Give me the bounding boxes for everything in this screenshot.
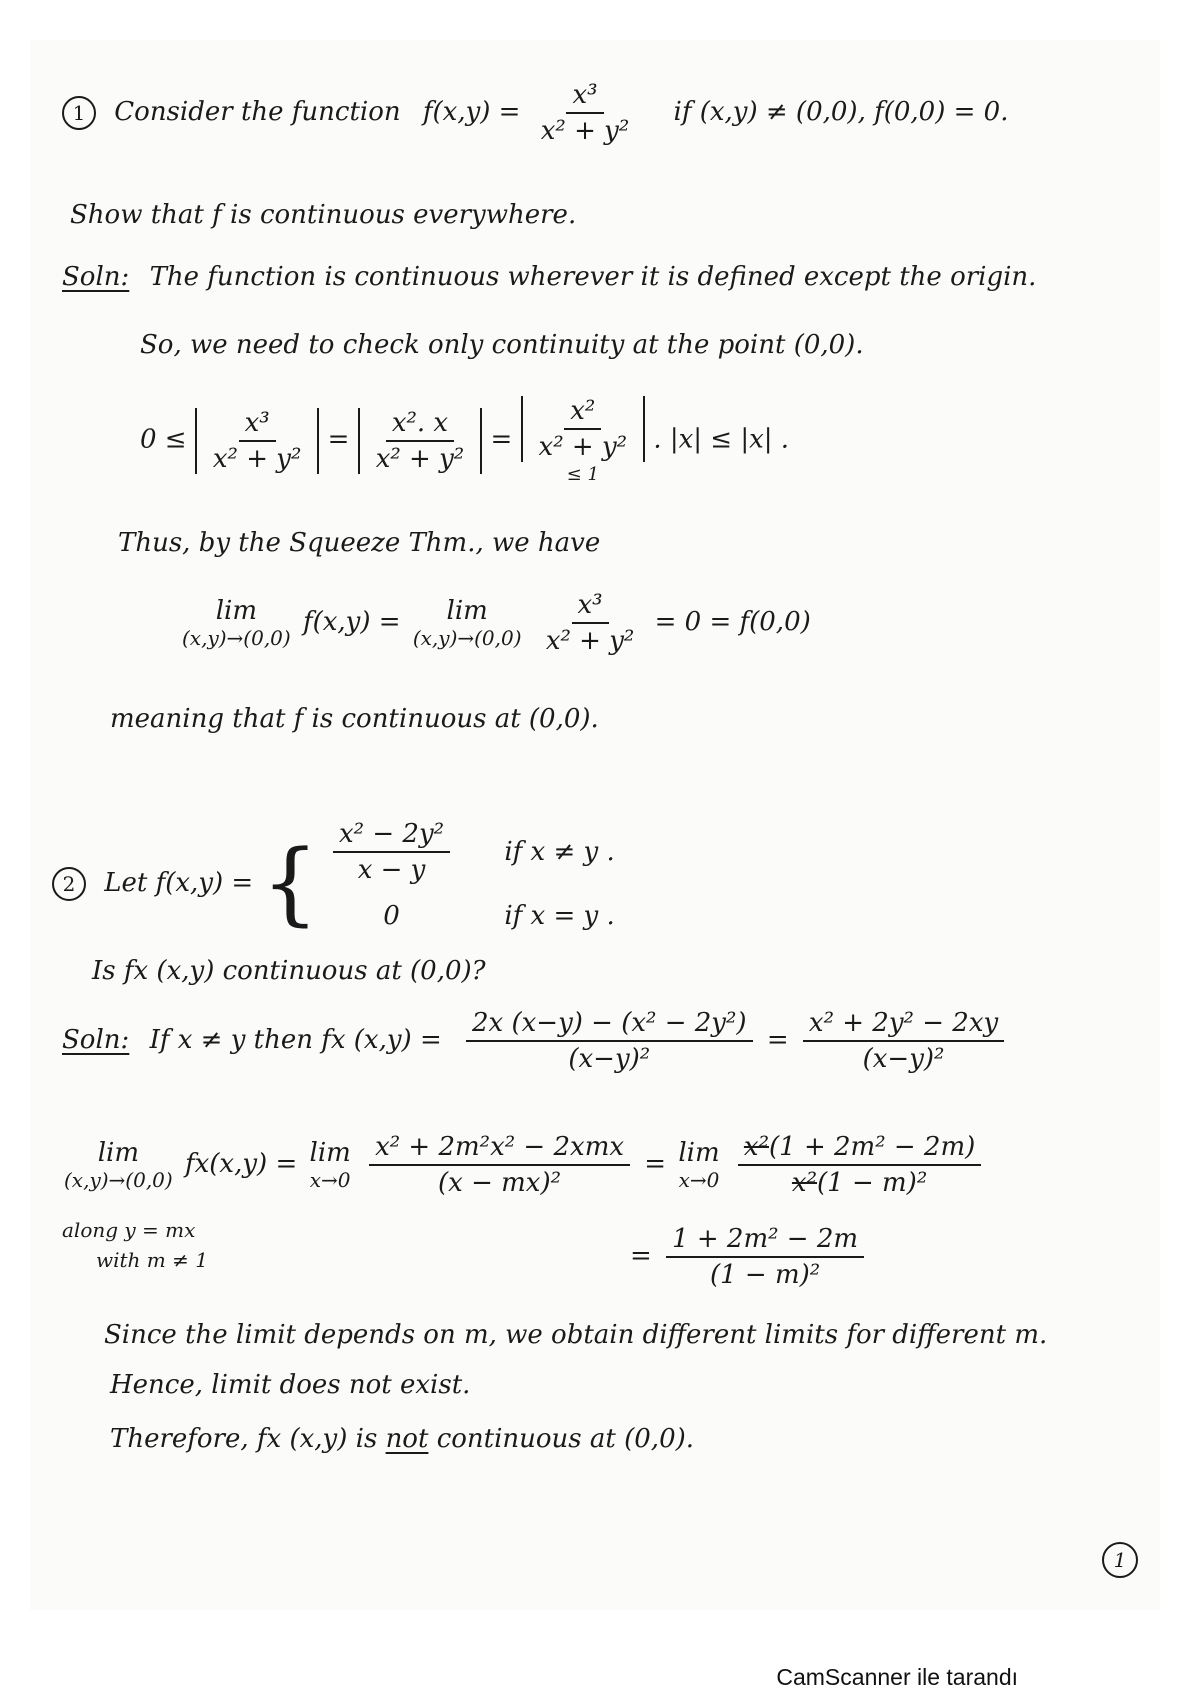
problem1-limit	[178, 590, 811, 656]
problem1-f-fraction	[535, 80, 636, 146]
piecewise-brace: {	[261, 831, 319, 936]
lim-subscript: (x,y)→(0,0)	[412, 626, 522, 650]
lim-word: lim	[678, 1138, 720, 1168]
underbrace-note: ≤ 1	[566, 464, 599, 485]
problem2-soln-label: Soln:	[62, 1025, 130, 1055]
limit-result: = 0 = f(0,0)	[654, 607, 811, 637]
problem1-soln-label: Soln:	[62, 262, 130, 292]
page-number-badge: 1	[1102, 1542, 1138, 1578]
problem1-f-denominator: x² + y²	[540, 116, 630, 146]
limit2-denominator-rest: (1 − m)²	[817, 1168, 928, 1198]
problem2-derivative	[62, 1008, 1010, 1074]
problem2-definition	[52, 820, 615, 948]
lim-subscript: (x,y)→(0,0)	[64, 1168, 173, 1192]
abs-term1	[195, 408, 320, 474]
therefore-start: Therefore, fx (x,y) is	[110, 1424, 378, 1454]
limit-final	[630, 1224, 870, 1290]
case2-condition: if x = y .	[504, 901, 615, 931]
cancelled-x-squared: x²	[743, 1132, 769, 1162]
term1-fraction	[207, 408, 308, 474]
case1-condition: if x ≠ y .	[504, 837, 615, 867]
problem1-soln-line1	[62, 262, 1036, 292]
problem1-soln-line2: So, we need to check only continuity at the point (0,0).	[140, 330, 864, 360]
lim-subscript: x→0	[678, 1168, 720, 1192]
problem1-soln-text1: The function is continuous wherever it is defined except the origin.	[149, 262, 1037, 292]
problem1-intro: Consider the function	[114, 97, 401, 127]
lim-word: lim	[309, 1138, 351, 1168]
lim-subscript: (x,y)→(0,0)	[182, 626, 291, 650]
scanner-watermark: CamScanner ile tarandı	[776, 1664, 1018, 1690]
lim-word: lim	[446, 596, 488, 626]
lim-f: f(x,y) =	[302, 607, 401, 637]
case1-fraction	[333, 819, 450, 885]
simplified-numerator: x² + 2y² − 2xy	[803, 1008, 1004, 1042]
term2-denominator: x² + y²	[375, 443, 465, 474]
limit-fraction-2	[738, 1132, 981, 1198]
case1-denominator: x − y	[357, 855, 426, 885]
derivative-fraction	[466, 1008, 753, 1074]
derivative-numerator: 2x (x−y) − (x² − 2y²)	[466, 1008, 753, 1042]
along-note-2: with m ≠ 1	[96, 1248, 208, 1272]
therefore-end: continuous at (0,0).	[436, 1424, 695, 1454]
lim-word: lim	[215, 596, 257, 626]
simplified-fraction	[803, 1008, 1004, 1074]
equals-sign: =	[630, 1241, 652, 1271]
problem2-soln-if: If x ≠ y then fx (x,y) =	[149, 1025, 442, 1055]
ineq-start: 0 ≤	[140, 424, 187, 455]
piecewise-values	[327, 820, 456, 948]
cancelled-x-squared: x²	[791, 1168, 818, 1198]
limit1-denominator: (x − mx)²	[438, 1168, 562, 1198]
lim-subscript: x→0	[309, 1168, 351, 1192]
thus-line: Thus, by the Squeeze Thm., we have	[118, 528, 601, 558]
term3-numerator: x²	[564, 396, 601, 430]
problem1-f-numerator: x³	[566, 80, 603, 114]
derivative-denominator: (x−y)²	[568, 1044, 651, 1074]
equals-sign: =	[327, 424, 350, 455]
limit3-numerator: 1 + 2m² − 2m	[666, 1224, 864, 1258]
problem1-number: 1	[62, 96, 96, 130]
limit2-denominator	[786, 1166, 933, 1198]
limit3-denominator: (1 − m)²	[709, 1260, 821, 1290]
limit-x	[310, 1138, 351, 1192]
limit2-numerator	[738, 1132, 981, 1166]
limit-fraction-1	[369, 1132, 630, 1198]
limit-2	[413, 596, 522, 650]
therefore-line	[110, 1424, 694, 1454]
problem2-limit	[60, 1132, 987, 1198]
limit-fraction	[540, 590, 641, 656]
hence-line: Hence, limit does not exist.	[110, 1370, 471, 1400]
case2-value: 0	[383, 901, 400, 931]
limit-outer	[64, 1138, 173, 1192]
limit1-numerator: x² + 2m²x² − 2xmx	[369, 1132, 630, 1166]
term3-fraction	[533, 396, 634, 462]
piecewise-conditions	[504, 820, 614, 948]
lim-fx: fx(x,y) =	[184, 1149, 298, 1179]
simplified-denominator: (x−y)²	[862, 1044, 945, 1074]
problem2-number: 2	[52, 867, 86, 901]
term3-with-brace	[521, 396, 646, 485]
problem1-task: Show that f is continuous everywhere.	[70, 200, 577, 230]
problem1-meaning: meaning that f is continuous at (0,0).	[110, 704, 599, 734]
problem1-condition: if (x,y) ≠ (0,0), f(0,0) = 0.	[673, 97, 1009, 127]
ineq-end: . |x| ≤ |x| .	[653, 424, 790, 455]
limit-x-2	[678, 1138, 719, 1192]
problem1-f-lhs: f(x,y) =	[422, 97, 521, 127]
term3-denominator: x² + y²	[538, 432, 628, 462]
abs-term2	[358, 408, 483, 474]
abs-term3	[521, 396, 646, 462]
therefore-not: not	[385, 1424, 429, 1454]
problem1-inequality	[140, 396, 789, 485]
problem2-let: Let f(x,y) =	[104, 868, 254, 898]
limit-1	[182, 596, 291, 650]
limit-denominator: x² + y²	[545, 626, 635, 656]
since-line: Since the limit depends on m, we obtain different limits for different m.	[104, 1320, 1048, 1350]
case1-numerator: x² − 2y²	[333, 819, 450, 853]
term2-numerator: x². x	[386, 408, 454, 442]
equals-sign: =	[490, 424, 513, 455]
limit-numerator: x³	[572, 590, 609, 624]
lim-word: lim	[97, 1138, 139, 1168]
problem1-statement	[62, 80, 1008, 146]
equals-sign: =	[766, 1025, 789, 1055]
problem2-question: Is fx (x,y) continuous at (0,0)?	[92, 956, 486, 986]
term2-fraction	[370, 408, 471, 474]
term1-denominator: x² + y²	[212, 443, 302, 474]
along-note-1: along y = mx	[62, 1218, 196, 1242]
term1-numerator: x³	[239, 408, 276, 442]
limit2-numerator-rest: (1 + 2m² − 2m)	[769, 1132, 976, 1162]
limit-fraction-3	[666, 1224, 864, 1290]
equals-sign: =	[644, 1149, 667, 1179]
